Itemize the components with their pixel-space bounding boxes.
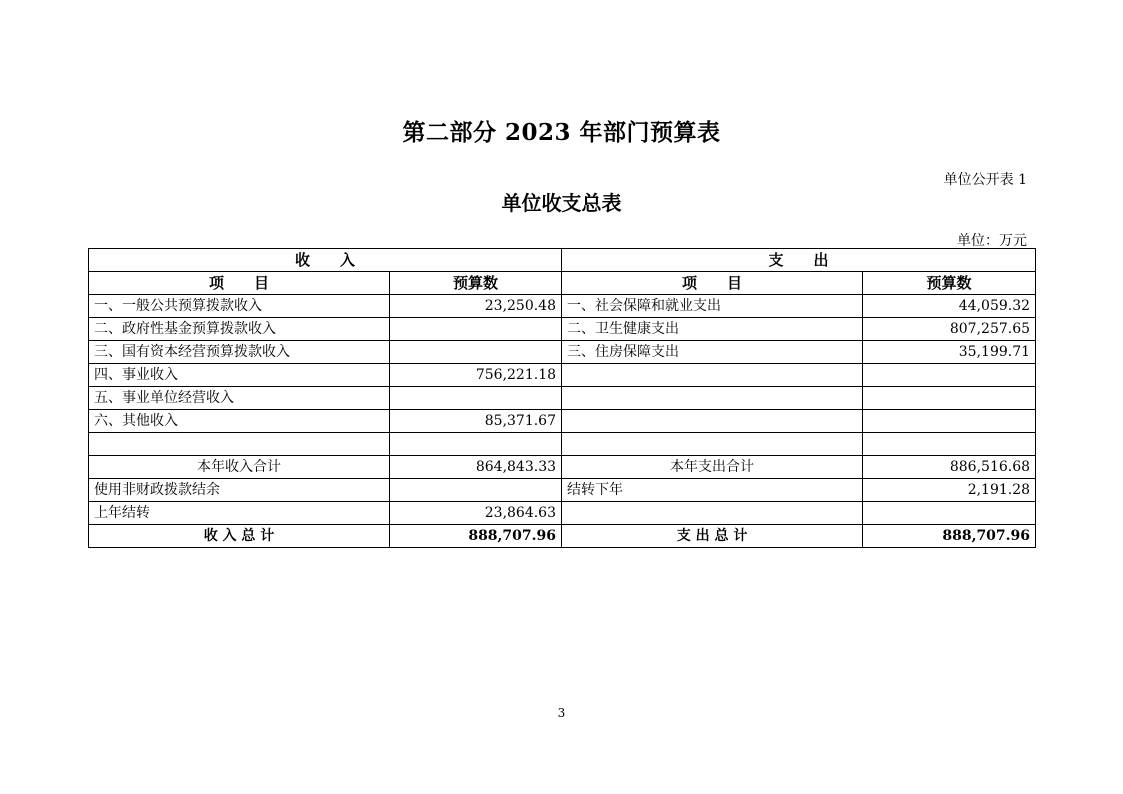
income-item: 三、国有资本经营预算拨款收入 — [89, 341, 390, 364]
expense-grand-total-label: 支 出 总 计 — [562, 525, 863, 548]
unused-fiscal-amount — [390, 479, 562, 502]
expense-amount: 44,059.32 — [863, 295, 1036, 318]
expense-section-header: 支 出 — [562, 249, 1036, 272]
table-row — [89, 295, 1036, 318]
unit-label: 单位：万元 — [957, 233, 1027, 249]
income-amount — [390, 433, 562, 456]
table-row — [89, 341, 1036, 364]
table-row — [89, 364, 1036, 387]
grand-total-row — [89, 525, 1036, 548]
empty-cell — [562, 502, 863, 525]
expense-item: 三、住房保障支出 — [562, 341, 863, 364]
table-row — [89, 318, 1036, 341]
income-amount — [390, 387, 562, 410]
form-number: 单位公开表 1 — [943, 172, 1027, 188]
expense-grand-total: 888,707.96 — [863, 525, 1036, 548]
expense-amount: 35,199.71 — [863, 341, 1036, 364]
expense-item-header: 项 目 — [562, 272, 863, 295]
empty-cell — [863, 502, 1036, 525]
year-income-total: 864,843.33 — [390, 456, 562, 479]
income-grand-total: 888,707.96 — [390, 525, 562, 548]
expense-item — [562, 364, 863, 387]
expense-amount — [863, 364, 1036, 387]
expense-item — [562, 433, 863, 456]
income-amount: 85,371.67 — [390, 410, 562, 433]
prior-carry-row — [89, 502, 1036, 525]
balance-row — [89, 479, 1036, 502]
expense-amount: 807,257.65 — [863, 318, 1036, 341]
expense-item: 二、卫生健康支出 — [562, 318, 863, 341]
income-section-header: 收 入 — [89, 249, 562, 272]
expense-item — [562, 410, 863, 433]
year-expense-total: 886,516.68 — [863, 456, 1036, 479]
income-item: 四、事业收入 — [89, 364, 390, 387]
table-row — [89, 433, 1036, 456]
income-amount: 23,250.48 — [390, 295, 562, 318]
income-item: 一、一般公共预算拨款收入 — [89, 295, 390, 318]
income-amount — [390, 341, 562, 364]
part-title: 第二部分 2023 年部门预算表 — [402, 119, 721, 146]
income-amount-header: 预算数 — [390, 272, 562, 295]
income-item-header: 项 目 — [89, 272, 390, 295]
section-header-row — [89, 249, 1036, 272]
page-number: 3 — [557, 706, 566, 720]
expense-amount — [863, 433, 1036, 456]
table-row — [89, 387, 1036, 410]
expense-amount-header: 预算数 — [863, 272, 1036, 295]
year-total-row — [89, 456, 1036, 479]
prior-year-carry-label: 上年结转 — [89, 502, 390, 525]
prior-year-carry-amount: 23,864.63 — [390, 502, 562, 525]
budget-summary-table — [88, 248, 1036, 548]
column-header-row — [89, 272, 1036, 295]
income-amount — [390, 318, 562, 341]
income-grand-total-label: 收 入 总 计 — [89, 525, 390, 548]
year-expense-total-label: 本年支出合计 — [562, 456, 863, 479]
unused-fiscal-label: 使用非财政拨款结余 — [89, 479, 390, 502]
expense-item — [562, 387, 863, 410]
year-income-total-label: 本年收入合计 — [89, 456, 390, 479]
carry-forward-next-amount: 2,191.28 — [863, 479, 1036, 502]
income-amount: 756,221.18 — [390, 364, 562, 387]
income-item: 二、政府性基金预算拨款收入 — [89, 318, 390, 341]
carry-forward-next-label: 结转下年 — [562, 479, 863, 502]
expense-amount — [863, 387, 1036, 410]
income-item: 六、其他收入 — [89, 410, 390, 433]
income-item: 五、事业单位经营收入 — [89, 387, 390, 410]
income-item — [89, 433, 390, 456]
table-row — [89, 410, 1036, 433]
expense-amount — [863, 410, 1036, 433]
expense-item: 一、社会保障和就业支出 — [562, 295, 863, 318]
table-title: 单位收支总表 — [501, 191, 622, 215]
